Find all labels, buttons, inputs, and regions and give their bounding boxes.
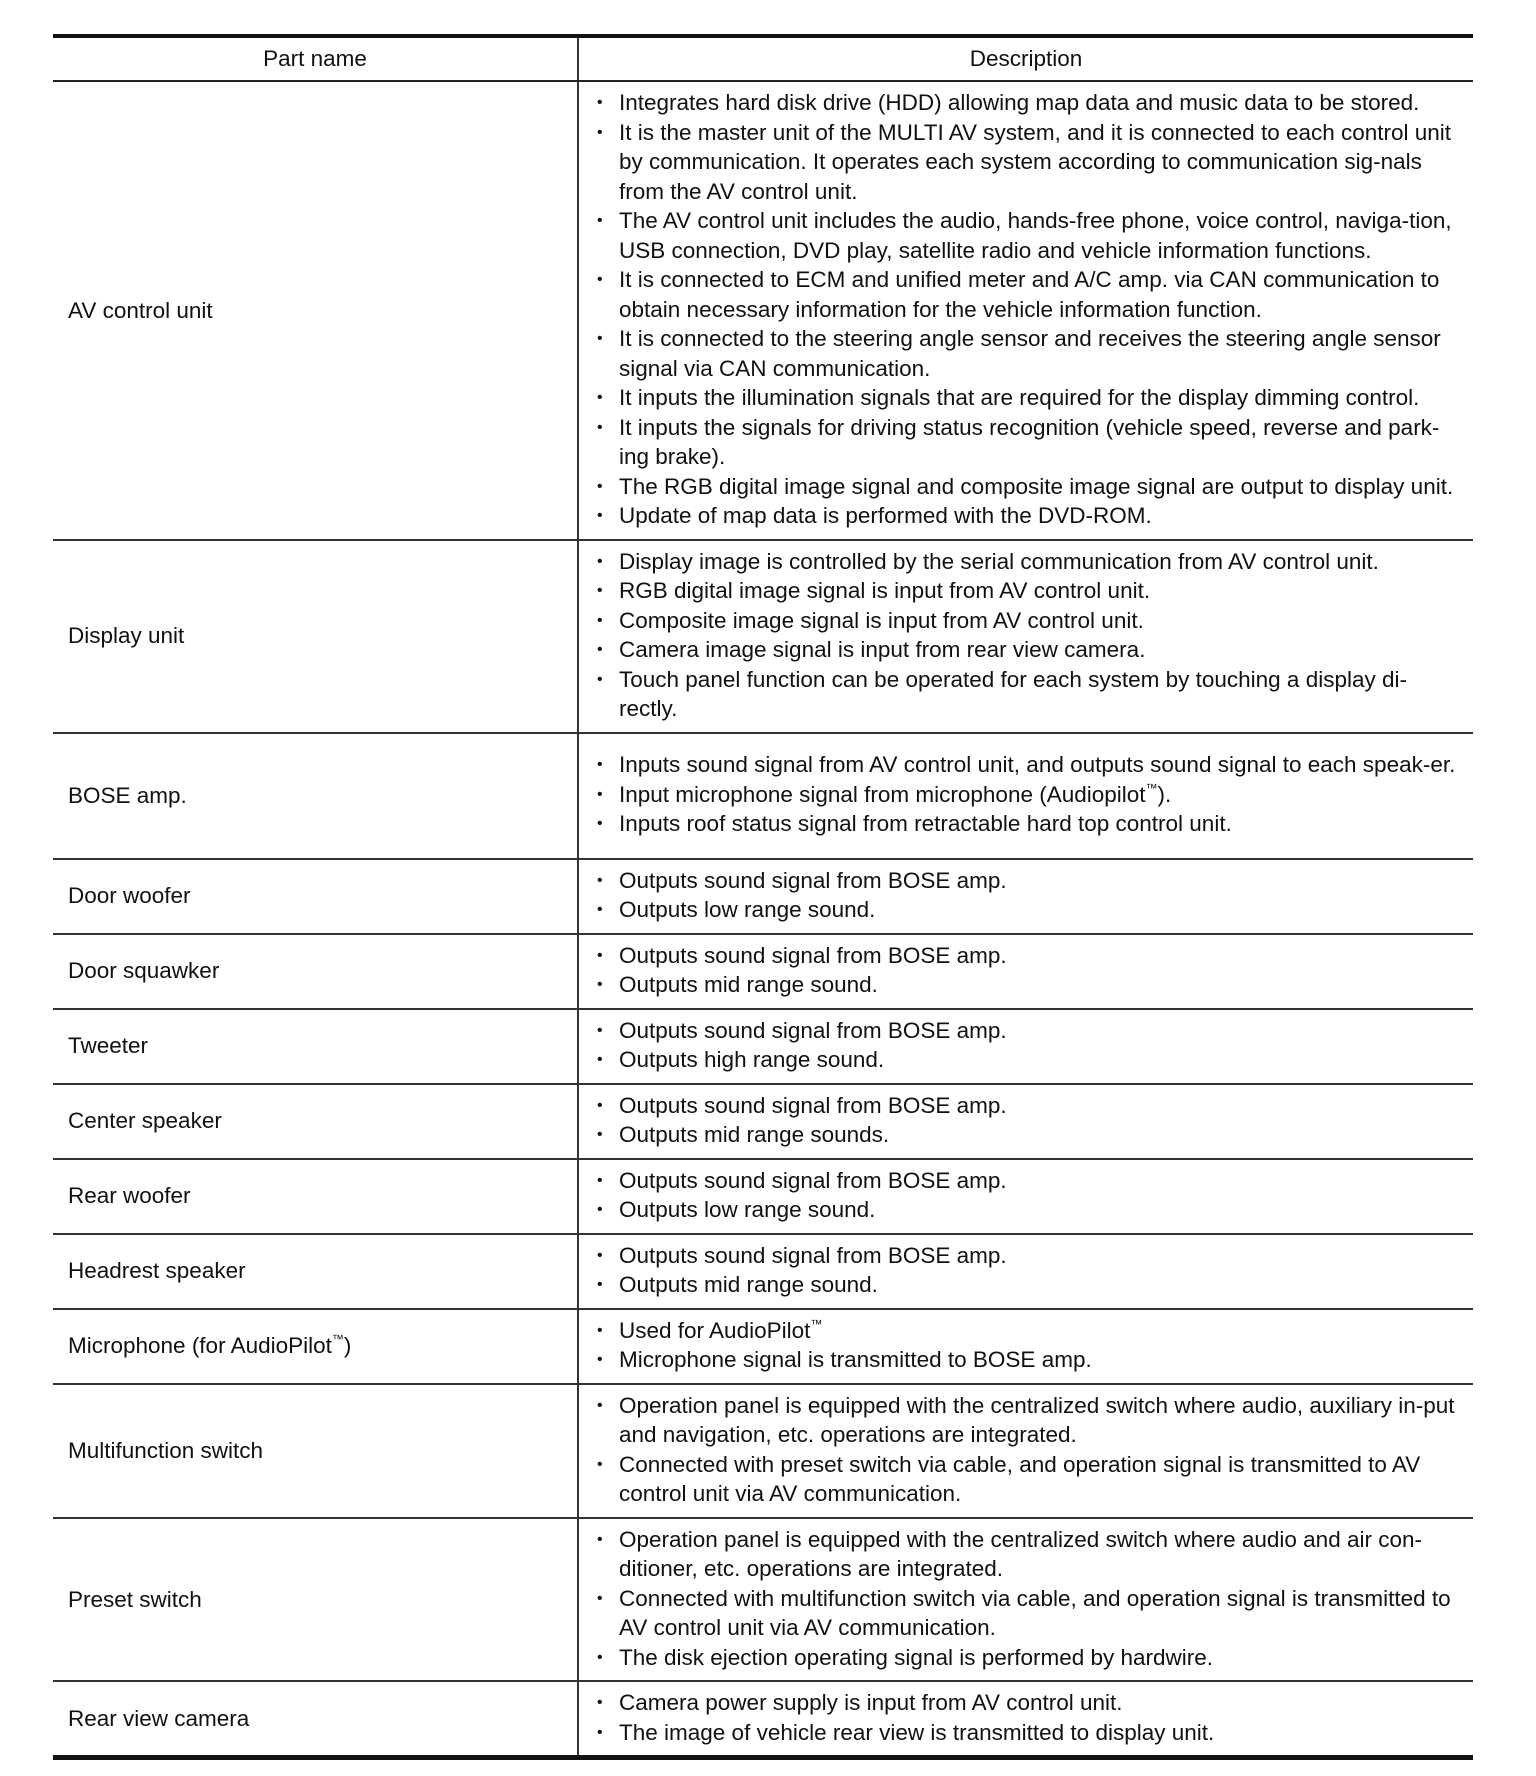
list-item: • Outputs sound signal from BOSE amp. [591,1016,1461,1046]
part-name-cell: Display unit [53,540,578,733]
description-list [591,1688,1461,1747]
trademark-symbol: ™ [331,1332,344,1347]
trademark-symbol: ™ [810,1316,823,1331]
description-list [591,1016,1461,1075]
description-list [591,1166,1461,1225]
list-item: • Inputs sound signal from AV control unit, and outputs sound signal to each speak-er. [591,750,1461,780]
list-item: • It inputs the signals for driving status recognition (vehicle speed, reverse and park-ing brake). [591,413,1461,472]
description-cell [578,1384,1473,1518]
description-header: Description [578,36,1473,81]
table-row [53,81,1473,540]
list-item: • Operation panel is equipped with the centralized switch where audio and air con-ditioner, etc. operations are integrated. [591,1525,1461,1584]
description-list [591,941,1461,1000]
list-item: • Outputs mid range sound. [591,970,1461,1000]
part-name-cell: Rear woofer [53,1159,578,1234]
part-name-cell: Door squawker [53,934,578,1009]
table-row [53,1084,1473,1159]
list-item: • Input microphone signal from microphone (Audiopilot™). [591,780,1461,810]
list-item: • It is connected to ECM and unified meter and A/C amp. via CAN communication to obtain necessary information for the vehicle information function. [591,265,1461,324]
part-name-cell: Microphone (for AudioPilot™) [53,1309,578,1384]
description-list [591,547,1461,724]
description-cell [578,540,1473,733]
description-cell [578,1681,1473,1758]
part-name-header: Part name [53,36,578,81]
table-row [53,934,1473,1009]
description-cell [578,1309,1473,1384]
list-item: • Integrates hard disk drive (HDD) allowing map data and music data to be stored. [591,88,1461,118]
list-item: • Microphone signal is transmitted to BOSE amp. [591,1345,1461,1375]
list-item: • Camera power supply is input from AV control unit. [591,1688,1461,1718]
description-list [591,1525,1461,1673]
part-name-cell: Multifunction switch [53,1384,578,1518]
part-name-cell: Tweeter [53,1009,578,1084]
description-list [591,866,1461,925]
list-item: • Outputs mid range sounds. [591,1120,1461,1150]
list-item: • Operation panel is equipped with the centralized switch where audio, auxiliary in-put and navigation, etc. operations are integrated. [591,1391,1461,1450]
list-item: • It is connected to the steering angle sensor and receives the steering angle sensor signal via CAN communication. [591,324,1461,383]
part-name-cell: Rear view camera [53,1681,578,1758]
list-item: • Outputs low range sound. [591,895,1461,925]
list-item: • The AV control unit includes the audio, hands-free phone, voice control, naviga-tion, USB connection, DVD play, satellite radio and vehicle information functions. [591,206,1461,265]
parts-table [53,34,1473,1760]
list-item: • RGB digital image signal is input from AV control unit. [591,576,1461,606]
part-name-cell: Door woofer [53,859,578,934]
part-name-cell: Center speaker [53,1084,578,1159]
list-item: • Outputs sound signal from BOSE amp. [591,941,1461,971]
part-name-cell: Preset switch [53,1518,578,1682]
table-header [53,36,1473,81]
list-item: • Outputs sound signal from BOSE amp. [591,866,1461,896]
list-item: • Composite image signal is input from AV control unit. [591,606,1461,636]
description-list [591,88,1461,531]
list-item: • Touch panel function can be operated for each system by touching a display di-rectly. [591,665,1461,724]
table-row [53,1009,1473,1084]
description-list [591,1091,1461,1150]
table-row [53,1159,1473,1234]
description-cell [578,859,1473,934]
table-row [53,1518,1473,1682]
description-list [591,1391,1461,1509]
description-cell [578,733,1473,859]
list-item: • Connected with multifunction switch via cable, and operation signal is transmitted to AV control unit via AV communication. [591,1584,1461,1643]
list-item: • Display image is controlled by the serial communication from AV control unit. [591,547,1461,577]
description-cell [578,1084,1473,1159]
list-item: • Inputs roof status signal from retractable hard top control unit. [591,809,1461,839]
list-item: • Update of map data is performed with the DVD-ROM. [591,501,1461,531]
part-name-cell: Headrest speaker [53,1234,578,1309]
description-cell [578,81,1473,540]
table-row [53,859,1473,934]
table-body [53,81,1473,1758]
table-row [53,1681,1473,1758]
description-cell [578,1518,1473,1682]
trademark-symbol: ™ [1145,780,1158,795]
list-item: • The disk ejection operating signal is performed by hardwire. [591,1643,1461,1673]
list-item: • Outputs low range sound. [591,1195,1461,1225]
part-name-cell: BOSE amp. [53,733,578,859]
list-item: • It is the master unit of the MULTI AV system, and it is connected to each control unit by communication. It operates each system according to communication sig-nals from the AV control unit. [591,118,1461,207]
list-item: • Camera image signal is input from rear view camera. [591,635,1461,665]
description-list [591,750,1461,839]
table-row [53,540,1473,733]
list-item: • It inputs the illumination signals that are required for the display dimming control. [591,383,1461,413]
list-item: • Outputs high range sound. [591,1045,1461,1075]
table-row [53,733,1473,859]
description-cell [578,934,1473,1009]
list-item: • The RGB digital image signal and composite image signal are output to display unit. [591,472,1461,502]
list-item: • Outputs sound signal from BOSE amp. [591,1241,1461,1271]
part-name-cell: AV control unit [53,81,578,540]
description-list [591,1241,1461,1300]
header-row [53,36,1473,81]
table-row [53,1309,1473,1384]
list-item: • Outputs sound signal from BOSE amp. [591,1166,1461,1196]
list-item: • The image of vehicle rear view is transmitted to display unit. [591,1718,1461,1748]
description-cell [578,1234,1473,1309]
list-item: • Outputs sound signal from BOSE amp. [591,1091,1461,1121]
list-item: • Used for AudioPilot™ [591,1316,1461,1346]
description-list [591,1316,1461,1375]
description-cell [578,1009,1473,1084]
description-cell [578,1159,1473,1234]
table-row [53,1384,1473,1518]
table-row [53,1234,1473,1309]
list-item: • Outputs mid range sound. [591,1270,1461,1300]
list-item: • Connected with preset switch via cable, and operation signal is transmitted to AV control unit via AV communication. [591,1450,1461,1509]
